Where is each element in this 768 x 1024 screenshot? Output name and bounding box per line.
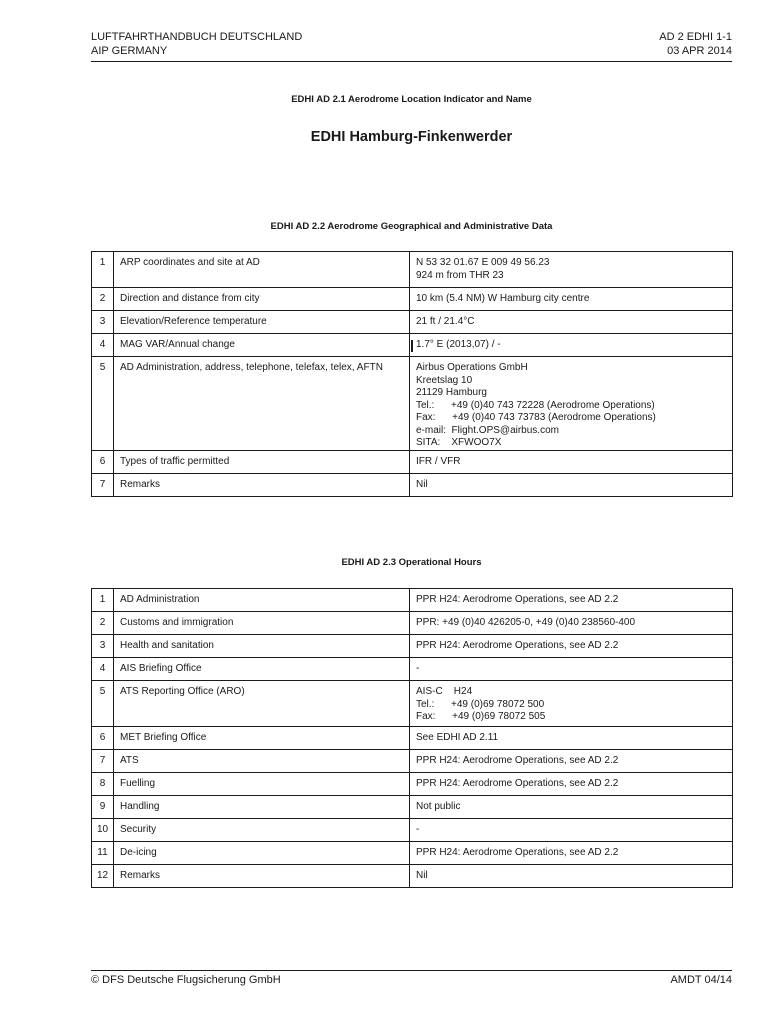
table-row (92, 727, 733, 750)
row-label: Types of traffic permitted (114, 451, 410, 474)
row-value (410, 589, 733, 612)
row-value (410, 357, 733, 451)
row-value (410, 658, 733, 681)
section-title-2-2: EDHI AD 2.2 Aerodrome Geographical and Administrative Data (270, 221, 553, 232)
row-value (410, 681, 733, 727)
row-number: 2 (92, 288, 114, 311)
row-number: 5 (92, 357, 114, 451)
value-line: 10 km (5.4 NM) W Hamburg city centre (416, 293, 590, 304)
value-line: PPR H24: Aerodrome Operations, see AD 2.2 (416, 847, 619, 858)
row-label: ARP coordinates and site at AD (114, 252, 410, 288)
value-line: Tel.: +49 (0)69 78072 500 (416, 698, 545, 710)
row-value (410, 842, 733, 865)
value-line: Nil (416, 479, 428, 490)
row-label: Direction and distance from city (114, 288, 410, 311)
value-line: PPR H24: Aerodrome Operations, see AD 2.2 (416, 594, 619, 605)
row-value (410, 288, 733, 311)
row-label: Health and sanitation (114, 635, 410, 658)
value-line: 21 ft / 21.4°C (416, 316, 475, 327)
publication-title-en: AIP GERMANY (91, 45, 168, 57)
value-line: 924 m from THR 23 (416, 269, 504, 281)
row-value (410, 635, 733, 658)
value-line: Kreetslag 10 (416, 374, 473, 386)
table-row (92, 311, 733, 334)
row-label: AD Administration, address, telephone, telefax, telex, AFTN (114, 357, 410, 451)
row-value (410, 727, 733, 750)
row-value (410, 773, 733, 796)
table-row (92, 589, 733, 612)
row-value (410, 796, 733, 819)
value-line: N 53 32 01.67 E 009 49 56.23 (416, 257, 550, 268)
value-line: Not public (416, 801, 461, 812)
row-label: Handling (114, 796, 410, 819)
row-value (410, 819, 733, 842)
row-number: 1 (92, 252, 114, 288)
operational-hours-table (91, 588, 733, 888)
row-label: ATS (114, 750, 410, 773)
table-row (92, 334, 733, 357)
value-line: IFR / VFR (416, 456, 461, 467)
amendment-bar (411, 340, 413, 352)
table-row (92, 865, 733, 888)
publication-date: 03 APR 2014 (667, 45, 732, 57)
page-reference: AD 2 EDHI 1-1 (659, 31, 732, 43)
table-row (92, 796, 733, 819)
value-line: - (416, 663, 420, 674)
row-label: Security (114, 819, 410, 842)
section-title-2-1: EDHI AD 2.1 Aerodrome Location Indicator and Name (291, 94, 532, 105)
row-number: 4 (92, 658, 114, 681)
header-right (659, 30, 732, 58)
row-number: 12 (92, 865, 114, 888)
copyright: © DFS Deutsche Flugsicherung GmbH (91, 974, 281, 986)
table-row (92, 842, 733, 865)
row-number: 8 (92, 773, 114, 796)
value-line: 21129 Hamburg (416, 387, 487, 398)
publication-title-de: LUFTFAHRTHANDBUCH DEUTSCHLAND (91, 31, 303, 43)
geographical-data-table (91, 251, 733, 497)
header-divider (91, 61, 732, 62)
row-number: 7 (92, 474, 114, 497)
table-row (92, 357, 733, 451)
row-value (410, 334, 733, 357)
value-line: - (416, 824, 420, 835)
value-line: Fax: +49 (0)69 78072 505 (416, 711, 546, 722)
value-line: Nil (416, 870, 428, 881)
row-number: 10 (92, 819, 114, 842)
row-label: AIS Briefing Office (114, 658, 410, 681)
footer-divider (91, 970, 732, 971)
value-line: Fax: +49 (0)40 743 73783 (Aerodrome Operations) (416, 412, 656, 423)
value-line: AIS-C H24 (416, 686, 473, 697)
row-number: 5 (92, 681, 114, 727)
row-number: 2 (92, 612, 114, 635)
aerodrome-title: EDHI Hamburg-Finkenwerder (310, 129, 513, 145)
value-line: Tel.: +49 (0)40 743 72228 (Aerodrome Operations) (416, 399, 655, 411)
value-line: Airbus Operations GmbH (416, 362, 528, 373)
row-number: 4 (92, 334, 114, 357)
row-value (410, 252, 733, 288)
row-value (410, 451, 733, 474)
row-value (410, 474, 733, 497)
row-label: Remarks (114, 474, 410, 497)
header-left (91, 30, 302, 58)
table-row (92, 773, 733, 796)
table-row (92, 474, 733, 497)
table-row (92, 681, 733, 727)
row-number: 7 (92, 750, 114, 773)
row-number: 1 (92, 589, 114, 612)
amendment-number: AMDT 04/14 (670, 974, 732, 986)
table-row (92, 819, 733, 842)
row-label: AD Administration (114, 589, 410, 612)
value-line: 1.7° E (2013,07) / - (416, 339, 501, 350)
table-row (92, 288, 733, 311)
value-line: SITA: XFWOO7X (416, 437, 502, 448)
row-value (410, 311, 733, 334)
table-row (92, 612, 733, 635)
section-title-2-3: EDHI AD 2.3 Operational Hours (341, 557, 482, 568)
row-number: 3 (92, 311, 114, 334)
row-number: 9 (92, 796, 114, 819)
row-label: Customs and immigration (114, 612, 410, 635)
row-value (410, 750, 733, 773)
row-label: MAG VAR/Annual change (114, 334, 410, 357)
row-label: ATS Reporting Office (ARO) (114, 681, 410, 727)
row-number: 6 (92, 451, 114, 474)
table-row (92, 750, 733, 773)
table-row (92, 658, 733, 681)
row-number: 3 (92, 635, 114, 658)
row-label: Fuelling (114, 773, 410, 796)
row-label: De-icing (114, 842, 410, 865)
page-footer (91, 974, 732, 986)
row-label: Elevation/Reference temperature (114, 311, 410, 334)
value-line: PPR H24: Aerodrome Operations, see AD 2.2 (416, 755, 619, 766)
page-header (91, 30, 732, 58)
row-value (410, 612, 733, 635)
row-label: Remarks (114, 865, 410, 888)
row-number: 6 (92, 727, 114, 750)
value-line: PPR H24: Aerodrome Operations, see AD 2.2 (416, 640, 619, 651)
value-line: PPR H24: Aerodrome Operations, see AD 2.2 (416, 778, 619, 789)
row-value (410, 865, 733, 888)
value-line: See EDHI AD 2.11 (416, 732, 499, 743)
row-number: 11 (92, 842, 114, 865)
row-label: MET Briefing Office (114, 727, 410, 750)
value-line: PPR: +49 (0)40 426205-0, +49 (0)40 238560-400 (416, 617, 636, 628)
table-row (92, 252, 733, 288)
table-row (92, 635, 733, 658)
table-row (92, 451, 733, 474)
value-line: e-mail: Flight.OPS@airbus.com (416, 424, 559, 436)
